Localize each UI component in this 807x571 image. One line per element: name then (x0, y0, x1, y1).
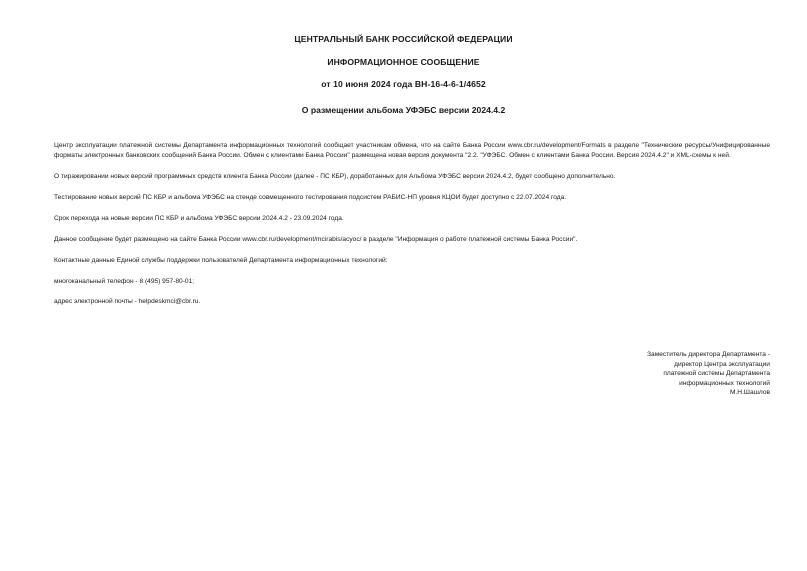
paragraph-phone: многоканальный телефон - 8 (495) 957-80-01; (54, 277, 195, 285)
signature-position-line4: информационных технологий (679, 379, 770, 387)
signature-block (647, 350, 770, 398)
paragraph-testing: Тестирование новых версий ПС КБР и альбома УФЭБС на стенде совмещенного тестирования подсистем РАБИС-НП уровня КЦОИ будет доступно с 22.07.2024 года. (54, 193, 567, 201)
paragraph-transition: Срок перехода на новые версии ПС КБР и альбома УФЭБС версии 2024.4.2 - 23.09.2024 года. (54, 214, 344, 222)
document-body (54, 141, 770, 318)
signature-position-line3: платежной системы Департамента (663, 370, 770, 378)
paragraph-site-placement: Данное сообщение будет размещено на сайте Банка России www.cbr.ru/development/mcirabis/acyoc/ в разделе "Информация о работе платежной системы Банка России". (54, 235, 578, 243)
signatory-name: М.Н.Шашлов (729, 389, 770, 397)
paragraph-publication: Центр эксплуатации платежной системы Департамента информационных технологий сообщает участникам обмена, что на сайте Банка России www.cbr.ru/development/Formats в разделе "Технические ресурсы/Унифицированные форматы электронных банковских сообщений Банка России. Обмен с клиентами Банка России" размещена новая версия документа "2.2. "УФЭБС. Обмен с клиентами Банка России. Версия 2024.4.2" и XML-схемы к ней. (54, 142, 770, 159)
org-name: ЦЕНТРАЛЬНЫЙ БАНК РОССИЙСКОЙ ФЕДЕРАЦИИ (294, 34, 513, 44)
document-title: О размещении альбома УФЭБС версии 2024.4.2 (301, 105, 506, 115)
paragraph-email: адрес электронной почты - helpdeskmci@cbr.ru. (54, 298, 201, 306)
document-type: ИНФОРМАЦИОННОЕ СООБЩЕНИЕ (327, 57, 480, 67)
signature-position-line1: Заместитель директора Департамента - (647, 351, 770, 358)
document-header (0, 34, 807, 89)
signature-position-line2: директор Центра эксплуатации (674, 360, 770, 368)
document-date-number: от 10 июня 2024 года ВН-16-4-6-1/4652 (321, 79, 486, 89)
paragraph-contacts-intro: Контактные данные Единой службы поддержки пользователей Департамента информационных технологий: (54, 256, 388, 264)
paragraph-distribution: О тиражировании новых версий программных средств клиента Банка России (далее - ПС КБР), доработанных для Альбома УФЭБС версии 2024.4.2, будет сообщено дополнительно. (54, 172, 616, 180)
